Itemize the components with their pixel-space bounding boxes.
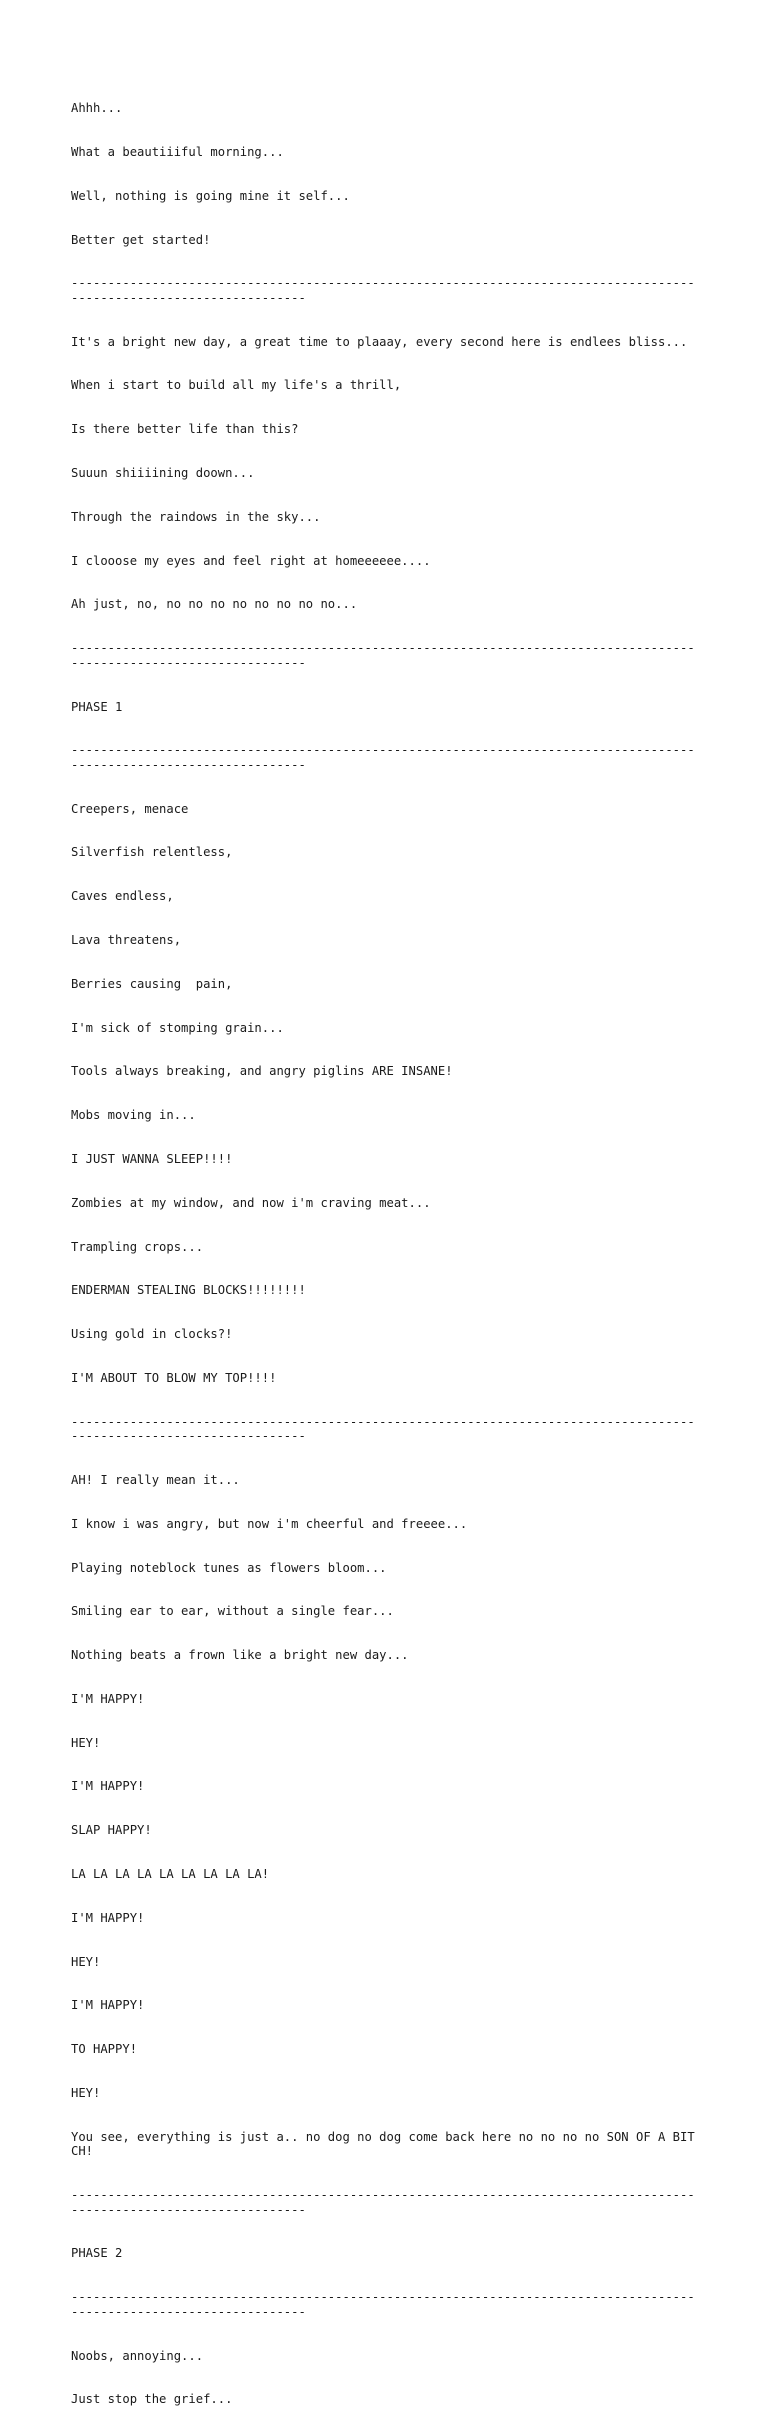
text-line: I clooose my eyes and feel right at homeeeeee.... [71,553,431,568]
text-line: Caves endless, [71,889,174,904]
text-line: Through the raindows in the sky... [71,509,321,524]
separator-line: --------------------------------------------------------------------------------------------------------------------- [71,276,695,305]
text-line: Noobs, annoying... [71,2348,204,2363]
text-line: When i start to build all my life's a thrill, [71,378,402,393]
text-line: I JUST WANNA SLEEP!!!! [71,1151,233,1166]
lyrics-document [71,72,701,2422]
text-line: Tools always breaking, and angry piglins ARE INSANE! [71,1064,453,1079]
text-line: LA LA LA LA LA LA LA LA LA! [71,1867,270,1882]
text-line: Ah just, no, no no no no no no no no... [71,597,358,612]
text-line: Nothing beats a frown like a bright new day... [71,1648,409,1663]
text-line: Suuun shiiiining doown... [71,466,255,481]
text-line: AH! I really mean it... [71,1473,240,1487]
separator-line: --------------------------------------------------------------------------------------------------------------------- [71,1414,695,1444]
text-line: HEY! [71,1954,101,1969]
section-heading: PHASE 2 [71,2246,123,2261]
text-line: Lava threatens, [71,933,182,948]
text-line: It's a bright new day, a great time to plaaay, every second here is endlees bliss... [71,334,688,349]
text-line: Creepers, menace [71,801,189,816]
text-line: I'M HAPPY! [71,1910,145,1925]
separator-line: --------------------------------------------------------------------------------------------------------------------- [71,743,695,772]
text-line: Zombies at my window, and now i'm craving meat... [71,1195,431,1210]
text-line: Berries causing pain, [71,976,233,991]
text-line: Trampling crops... [71,1239,204,1254]
text-line: Ahhh... [71,101,123,116]
text-line: Mobs moving in... [71,1108,196,1123]
text-line: ENDERMAN STEALING BLOCKS!!!!!!!! [71,1283,306,1298]
text-line: You see, everything is just a.. no dog no dog come back here no no no no SON OF A BITCH! [71,2129,695,2159]
separator-line: --------------------------------------------------------------------------------------------------------------------- [71,2188,695,2217]
text-line: Well, nothing is going mine it self... [71,188,350,203]
text-line: Just stop the grief... [71,2392,233,2407]
text-line: HEY! [71,2085,101,2100]
text-line: I'm sick of stomping grain... [71,1020,284,1035]
text-line: Is there better life than this? [71,422,299,437]
text-line: Smiling ear to ear, without a single fear... [71,1604,394,1619]
separator-line: --------------------------------------------------------------------------------------------------------------------- [71,2290,695,2319]
text-line: TO HAPPY! [71,2042,138,2057]
text-line: I'M HAPPY! [71,1998,145,2013]
text-line: I'M HAPPY! [71,1691,145,1706]
text-line: Using gold in clocks?! [71,1327,233,1342]
section-heading: PHASE 1 [71,699,123,714]
text-line: Better get started! [71,232,211,247]
text-line: I'M HAPPY! [71,1779,145,1794]
text-line: Silverfish relentless, [71,845,233,860]
separator-line: --------------------------------------------------------------------------------------------------------------------- [71,641,695,670]
text-line: Playing noteblock tunes as flowers bloom... [71,1560,387,1575]
text-line: I know i was angry, but now i'm cheerful and freeee... [71,1516,468,1531]
text-line: HEY! [71,1735,101,1750]
text-line: SLAP HAPPY! [71,1823,152,1838]
text-line: I'M ABOUT TO BLOW MY TOP!!!! [71,1370,277,1385]
text-line: What a beautiiiful morning... [71,144,284,159]
